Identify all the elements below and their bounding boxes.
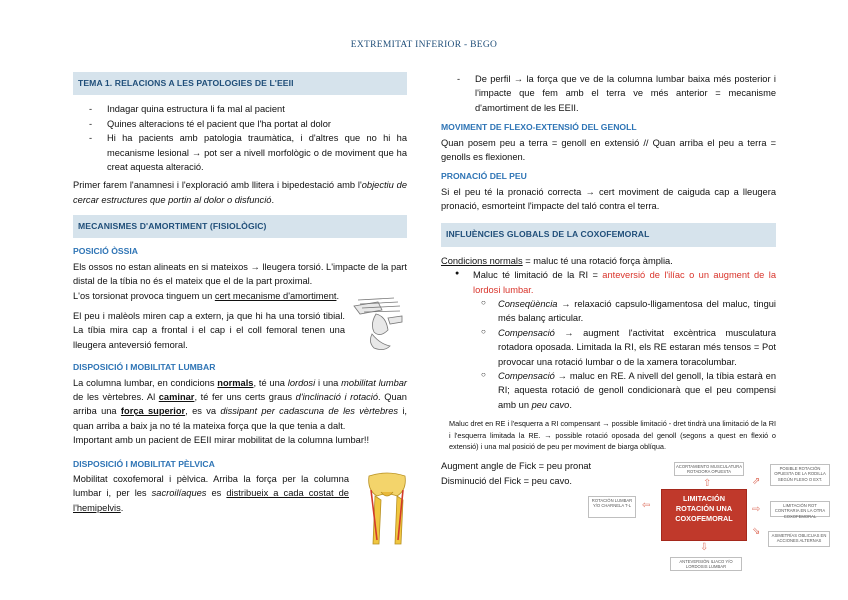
subheading-lumbar: DISPOSICIÓ I MOBILITAT LUMBAR	[73, 362, 216, 373]
arrow-up-icon: ⇧	[703, 478, 712, 489]
subheading-pronacio: PRONACIÓ DEL PEU	[441, 171, 527, 182]
arrow-right-icon: ⇗	[752, 476, 761, 487]
diagram-right-top-box: POSIBLE ROTACIÓN OPUESTA DE LA RODILLA SEGÚN FLEXO O EXT.	[770, 464, 830, 486]
list-item: ○ Compensació → maluc en RE. A nivell del genoll, la tíbia estarà en RI; aquesta rotació de genoll condicionarà que el peu compensi amb un peu cavo.	[473, 369, 776, 412]
subheading-pelvica: DISPOSICIÓ I MOBILITAT PÈLVICA	[73, 458, 215, 469]
coxofemoral-diagram	[588, 459, 833, 587]
ossia-paragraph-2: L'os torsionat provoca tinguem un cert mecanisme d'amortiment.	[73, 290, 340, 301]
fick-line-2: Disminució del Fick = peu cavo.	[441, 475, 572, 486]
ossia-paragraph-3: El peu i malèols miren cap a extern, ja que hi ha una torsió tibial. La tíbia mira cap a frontal i el cap i el coll femoral tenen una lleugera anteversió femoral.	[73, 311, 345, 350]
ossia-paragraph-1: Els ossos no estan alineats en si mateixos → lleugera torsió. L'impacte de la part distal de la tíbia no és el mateix que el de la part proximal.	[73, 261, 407, 287]
maluc-list	[441, 268, 776, 412]
subheading-posicio-ossia: POSICIÓ ÒSSIA	[73, 246, 138, 257]
diagram-bottom-box: ANTEVERSIÓN ILIACO Y/O LORDOSIS LUMBAR	[670, 557, 742, 571]
section-header-influencies: INFLUÈNCIES GLOBALS DE LA COXOFEMORAL	[441, 223, 776, 246]
sub-list	[473, 297, 776, 412]
maluc-small-note: Maluc dret en RE i l'esquerra a RI compensant → possible limitació - dret tindrà una limitació de la RI i l'esquerra limitada la RE. → possible rotació oposada del genoll (segons a quest en flexió o extensió) i una mal posició de peu per moviment de biarga oblíqua.	[449, 419, 776, 451]
pronacio-paragraph: Si el peu té la pronació correcta → cert moviment de caiguda cap a lleugera pronació, esmorteint l'impacte del taló contra el terra.	[441, 186, 776, 212]
anamnesi-paragraph: Primer farem l'anamnesi i l'exploració amb llitera i bipedestació amb l'objectiu de cercar estructures que portin al dolor o disfunció.	[73, 180, 408, 205]
diagram-top-box: ACORTAMIENTO MUSCULATURA ROTADORA OPUESTA	[676, 464, 742, 475]
diagram-right-bottom-box: ASIMETRÍAS OBLICUAS EN ACCIONES ALTERNAS	[768, 531, 830, 547]
section-header-mecanismes: MECANISMES D'AMORTIMENT (FISIOLÒGIC)	[73, 215, 407, 238]
diagram-right-mid-box: LIMITACIÓN ROT CONTRARIA EN LA OTRA COXOFEMORAL	[770, 501, 830, 517]
fick-line-1: Augment angle de Fick = peu pronat	[441, 461, 592, 472]
list-item: - Indagar quina estructura li fa mal al pacient	[73, 102, 407, 116]
arrow-right-icon: ⇨	[752, 504, 761, 515]
pelvis-illustration	[365, 470, 409, 548]
perfil-list	[441, 72, 776, 115]
diagram-center-box: LIMITACIÓN ROTACIÓN UNA COXOFEMORAL	[661, 489, 747, 541]
left-column	[73, 72, 407, 515]
list-item: - Hi ha pacients amb patologia traumàtica, i d'altres que no hi ha mecanisme lesional → pot ser a nivell morfològic o de moviment que ha creat aquesta alteració.	[73, 131, 407, 174]
pelvica-paragraph: Mobilitat coxofemoral i pèlvica. Arriba la força per la columna lumbar i, per les sacroilíaques es distribueix a cada costat de l'hemipelvis.	[73, 473, 349, 513]
document-title: EXTREMITAT INFERIOR - BEGO	[350, 40, 498, 50]
arrow-right-icon: ⇘	[752, 526, 761, 537]
diagram-left-box: ROTACIÓN LUMBAR Y/O CHARNELA T-L	[588, 496, 636, 518]
flexo-paragraph: Quan posem peu a terra = genoll en extensió // Quan arriba el peu a terra = genolls es flexionen.	[441, 137, 776, 162]
list-item: - De perfil → la força que ve de la columna lumbar baixa més posterior i l'impacte que fem amb el terra ve més anterior = mecanisme d'amortiment de les EEII.	[441, 72, 776, 115]
lumbar-important: Important amb un pacient de EEII mirar mobilitat de la columna lumbar!!	[73, 435, 370, 446]
subheading-flexo-extensio: MOVIMENT DE FLEXO-EXTENSIÓ DEL GENOLL	[441, 122, 637, 133]
arrow-left-icon: ⇦	[642, 500, 651, 511]
intro-list	[73, 102, 407, 174]
right-column	[441, 72, 776, 488]
list-item: ○ Conseqüència → relaxació capsulo-lligamentosa del maluc, tingui més balanç articular.	[473, 297, 776, 326]
list-item: ○ Compensació → augment l'activitat excèntrica musculatura rotadora oposada. Limitada la RI, els RE estaran més tensos = Pot provocar una rotació lumbar o de la xamera toracolumbar.	[473, 326, 776, 369]
arrow-down-icon: ⇩	[700, 542, 709, 553]
condicions-paragraph: Condicions normals = maluc té una rotació força àmplia.	[441, 255, 673, 266]
section-header-tema: TEMA 1. RELACIONS A LES PATOLOGIES DE L'EEII	[73, 72, 407, 95]
lumbar-paragraph: La columna lumbar, en condicions normals, té una lordosi i una mobilitat lumbar de les vèrtebres. Al caminar, té fer uns certs graus d'inclinació i rotació. Quan arriba una força superior, es va dissipant per cadascuna de les vèrtebres i, quan arriba a baix ja no té la mateixa força que la que tenia a dalt.	[73, 377, 408, 431]
list-item: - Quines alteracions té el pacient que l'ha portat al dolor	[73, 117, 407, 131]
list-item: ● Maluc té limitació de la RI = anteversió de l'ilíac o un augment de la lordosi lumbar. ○ Conseqüència → relaxació capsulo-lligamentosa del maluc, tingui més balanç articular. ○ Compensació → augment l'activitat excèntrica musculatura rotadora oposada. Limitada la RI, els RE estaran més tensos = Pot provocar una rotació lumbar o de la xamera toracolumbar. ○ Compensació → maluc en RE. A nivell del genoll, la tíbia estarà en RI; aquesta rotació de genoll condicionarà que el peu compensi amb un peu cavo.	[441, 268, 776, 412]
foot-skeleton-illustration	[350, 296, 406, 354]
